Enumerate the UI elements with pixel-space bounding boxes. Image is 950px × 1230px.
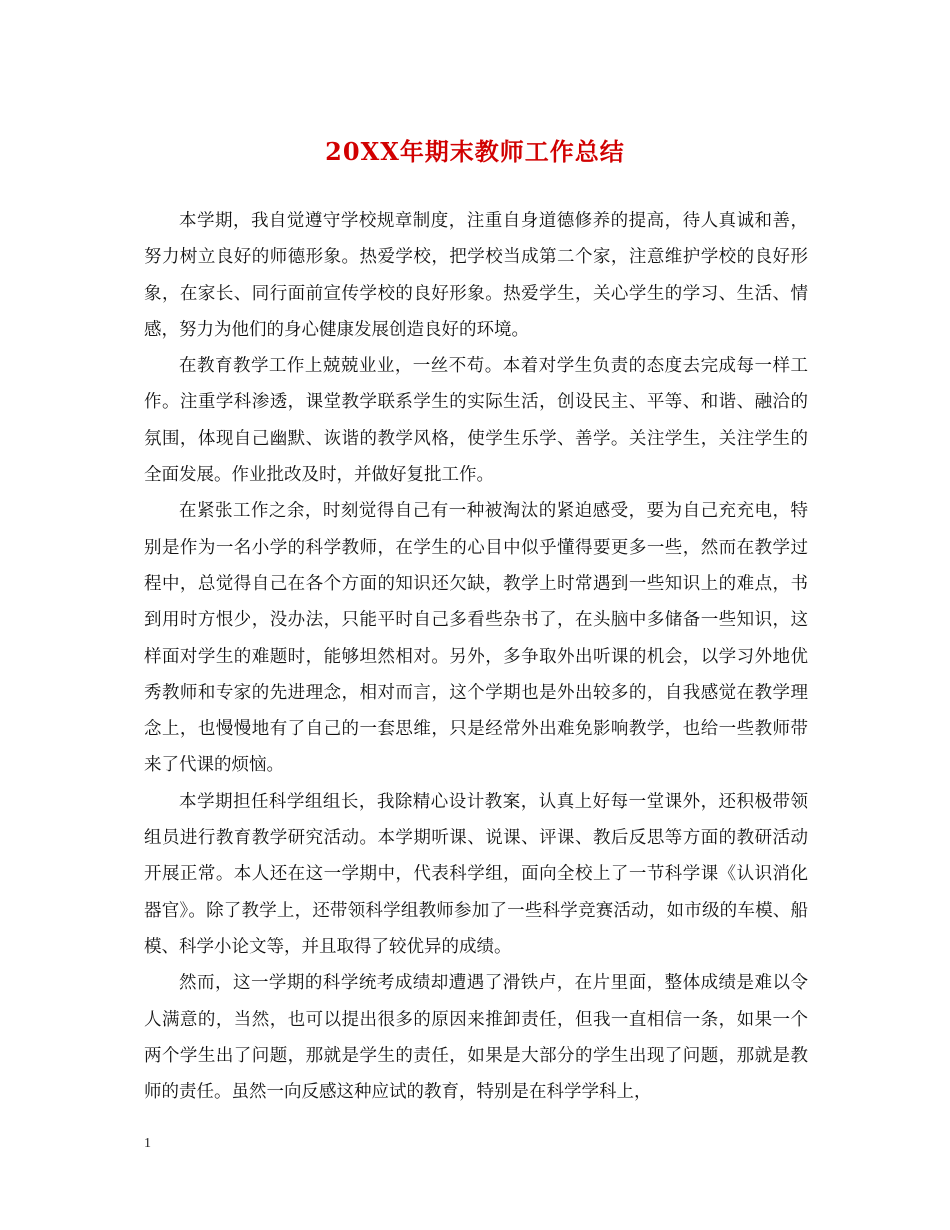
paragraph-3: 在紧张工作之余，时刻觉得自己有一种被淘汰的紧迫感受，要为自己充充电，特别是作为一名小学的科学教师，在学生的心目中似乎懂得要更多一些，然而在教学过程中，总觉得自己在各个方面的知识还欠缺，教学上时常遇到一些知识上的难点，书到用时方恨少，没办法，只能平时自己多看些杂书了，在头脑中多储备一些知识，这样面对学生的难题时，能够坦然相对。另外，多争取外出听课的机会，以学习外地优秀教师和专家的先进理念，相对而言，这个学期也是外出较多的，自我感觉在教学理念上，也慢慢地有了自己的一套思维，只是经常外出难免影响教学，也给一些教师带来了代课的烦恼。 [144,501,808,776]
paragraph-1: 本学期，我自觉遵守学校规章制度，注重自身道德修养的提高，待人真诚和善，努力树立良好的师德形象。热爱学校，把学校当成第二个家，注意维护学校的良好形象，在家长、同行面前宣传学校的良好形象。热爱学生，关心学生的学习、生活、情感，努力为他们的身心健康发展创造良好的环境。 [144,211,808,340]
document-title: 20XX年期末教师工作总结 [325,137,625,166]
document-body [144,203,808,1110]
paragraph-2: 在教育教学工作上兢兢业业，一丝不苟。本着对学生负责的态度去完成每一样工作。注重学科渗透，课堂教学联系学生的实际生活，创设民主、平等、和谐、融洽的氛围，体现自己幽默、诙谐的教学风格，使学生乐学、善学。关注学生，关注学生的全面发展。作业批改及时，并做好复批工作。 [144,356,808,486]
paragraph-5: 然而，这一学期的科学统考成绩却遭遇了滑铁卢，在片里面，整体成绩是难以令人满意的，当然，也可以提出很多的原因来推卸责任，但我一直相信一条，如果一个两个学生出了问题，那就是学生的责任，如果是大部分的学生出现了问题，那就是教师的责任。虽然一向反感这种应试的教育，特别是在科学学科上， [144,973,808,1103]
paragraph-4: 本学期担任科学组组长，我除精心设计教案，认真上好每一堂课外，还积极带领组员进行教育教学研究活动。本学期听课、说课、评课、教后反思等方面的教研活动开展正常。本人还在这一学期中，代表科学组，面向全校上了一节科学课《认识消化器官》。除了教学上，还带领科学组教师参加了一些科学竞赛活动，如市级的车模、船模、科学小论文等，并且取得了较优异的成绩。 [144,791,808,957]
page-number: 1 [144,1136,151,1151]
